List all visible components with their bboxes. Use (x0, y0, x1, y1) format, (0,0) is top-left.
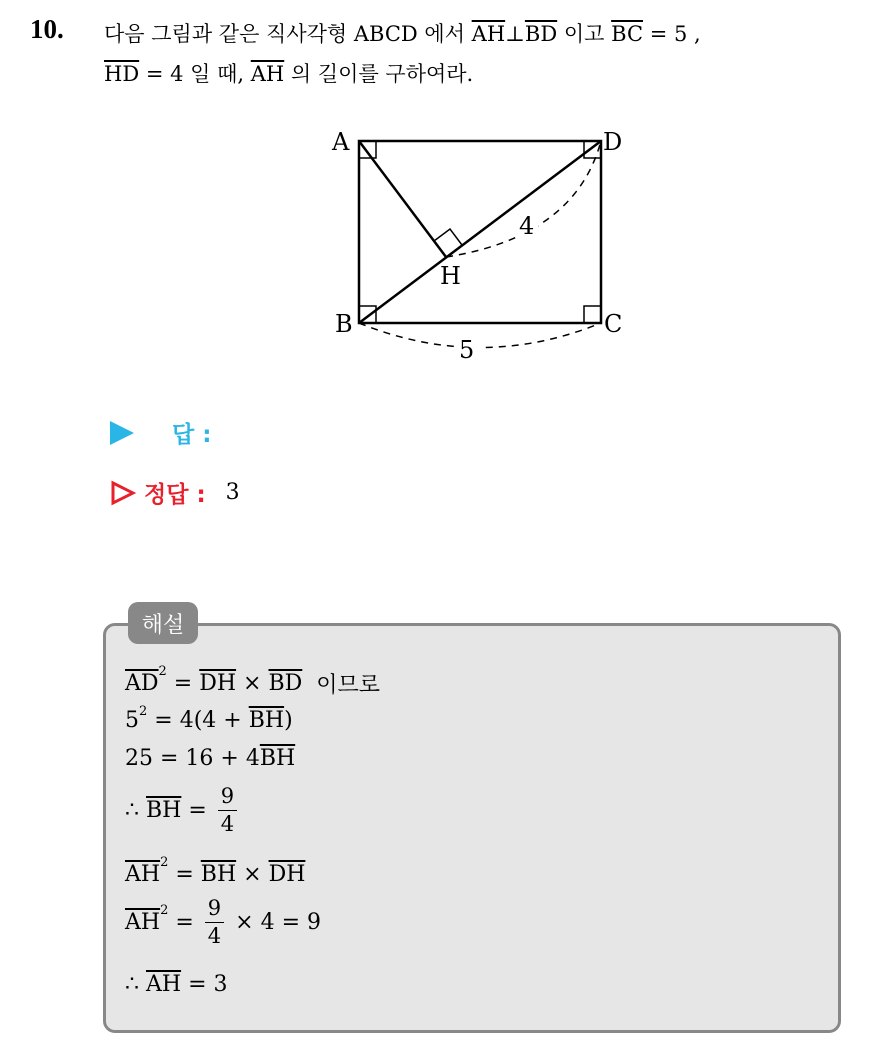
solution-line-4 (125, 786, 241, 835)
segment-bc: $\overline{BC}$ (611, 22, 644, 46)
question-number: 10. (30, 14, 64, 44)
label-a: A (332, 128, 350, 156)
triangle-play-icon (110, 421, 134, 445)
solution-line-2 (125, 704, 293, 733)
segment-hd: $\overline{HD}$ (104, 62, 140, 86)
correct-answer-label: 정답 : (144, 482, 206, 508)
seg-bh: $\overline{BH}$ (200, 862, 237, 887)
exponent: 2 (160, 855, 169, 870)
expr: 25 = 16 + 4 (125, 746, 260, 771)
times: × (236, 671, 269, 696)
equals: = (181, 798, 214, 823)
label-c: C (604, 310, 623, 338)
korean-text: 이므로 (316, 673, 381, 698)
question-mid: 이고 (557, 22, 612, 46)
question-suffix: = 5 , (643, 22, 701, 46)
seg-bh: $\overline{BH}$ (146, 798, 182, 823)
perpendicular-symbol: ⊥ (505, 22, 525, 46)
exponent: 2 (158, 664, 167, 679)
seg-ad: $\overline{AD}$ (125, 671, 159, 696)
diagonal-bd (359, 141, 601, 323)
rectangle-figure (330, 122, 640, 372)
paren: ) (284, 708, 293, 733)
question-suffix2: 의 길이를 구하여라. (284, 62, 474, 86)
solution-line-5 (125, 855, 306, 887)
answer-label: 답 : (172, 422, 212, 448)
base: 5 (125, 708, 139, 733)
denominator: 4 (207, 924, 222, 948)
length-bc: 5 (459, 336, 475, 364)
solution-line-7 (125, 972, 228, 997)
triangle-outline-icon (110, 480, 136, 506)
exponent: 2 (160, 903, 169, 918)
question-mid2: = 4 일 때, (139, 62, 251, 86)
fraction (205, 898, 224, 947)
seg-bd: $\overline{BD}$ (268, 671, 303, 696)
segment-ah-2: $\overline{AH}$ (250, 62, 285, 86)
numerator: 9 (205, 898, 224, 923)
seg-ah: $\overline{AH}$ (125, 862, 161, 887)
seg-ah: $\overline{AH}$ (146, 972, 182, 997)
segment-ah: $\overline{AH}$ (471, 22, 506, 46)
seg-ah: $\overline{AH}$ (125, 910, 161, 935)
right-angle-h (434, 229, 462, 245)
question-text-line1 (104, 18, 701, 48)
label-h: H (440, 262, 461, 290)
segment-bd: $\overline{BD}$ (524, 22, 558, 46)
question-prefix: 다음 그림과 같은 직사각형 ABCD 에서 (104, 22, 472, 46)
solution-tab: 해설 (128, 602, 198, 644)
right-angle-c (584, 306, 601, 323)
therefore: ∴ (125, 798, 146, 823)
therefore: ∴ (125, 972, 146, 997)
correct-answer-value: 3 (225, 480, 240, 505)
numerator: 9 (218, 786, 237, 811)
exponent: 2 (139, 704, 148, 719)
fraction (218, 786, 237, 835)
times: × (236, 862, 269, 887)
seg-bh: $\overline{BH}$ (259, 746, 296, 771)
denominator: 4 (220, 812, 235, 836)
solution-line-3 (125, 746, 295, 771)
solution-line-6 (125, 898, 321, 947)
equals: = (168, 910, 201, 935)
solution-line-1 (125, 664, 381, 699)
answer-row (110, 416, 211, 449)
result: = 3 (181, 972, 228, 997)
expr: × 4 = 9 (228, 910, 321, 935)
correct-answer-row (110, 476, 240, 509)
seg-dh: $\overline{DH}$ (199, 671, 237, 696)
equals: = (166, 671, 200, 696)
seg-bh: $\overline{BH}$ (248, 708, 285, 733)
label-b: B (335, 310, 353, 338)
question-text-line2 (104, 58, 473, 88)
label-d: D (603, 128, 623, 156)
expr: = 4(4 + (147, 708, 249, 733)
seg-dh: $\overline{DH}$ (268, 862, 306, 887)
equals: = (168, 862, 201, 887)
length-hd: 4 (519, 212, 535, 240)
